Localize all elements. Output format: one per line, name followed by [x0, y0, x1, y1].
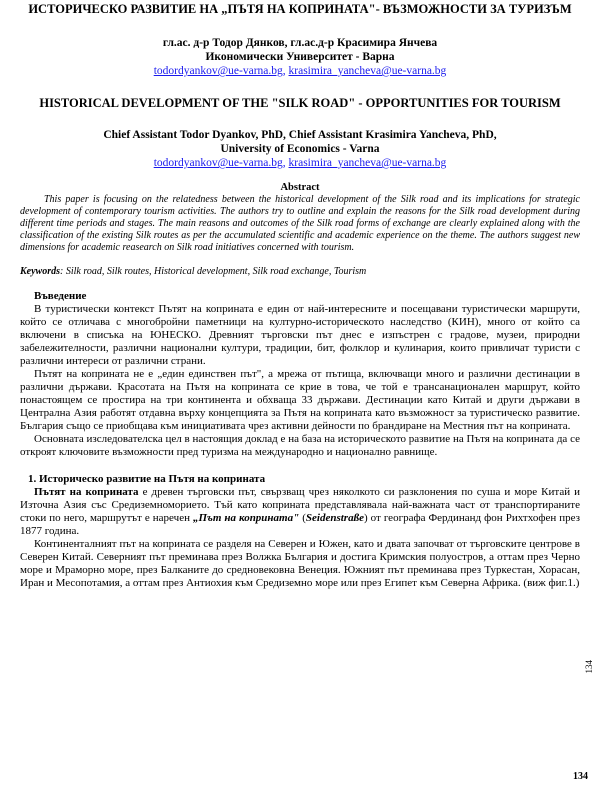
- authors-english: Chief Assistant Todor Dyankov, PhD, Chief Assistant Krasimira Yancheva, PhD,: [103, 129, 497, 141]
- chapter-1-paragraph-1-text-c: ) от географа Фердинанд фон Рихтхофен през 1877 година.: [20, 512, 580, 537]
- email-separator: ,: [282, 65, 289, 77]
- chapter-1-paragraph-1: [20, 486, 580, 538]
- keywords-text: Silk road, Silk routes, Historical development, Silk road exchange, Tourism: [65, 266, 367, 277]
- emails-bulgarian: [20, 64, 580, 78]
- keywords-separator: :: [60, 266, 66, 277]
- keywords: [20, 266, 580, 278]
- silk-road-term: Пътят на коприната: [34, 486, 139, 498]
- email-separator-en: ,: [282, 157, 289, 169]
- page-side-number: 134: [584, 660, 594, 674]
- affiliation-english: University of Economics - Varna: [220, 143, 380, 155]
- email-link-yancheva-en[interactable]: krasimira_yancheva@ue-varna.bg: [288, 157, 447, 169]
- intro-paragraph-2: Пътят на коприната не е „един единствен път", а мрежа от пътища, включващи много и различни дестинации в различни държави. Красотата на Пътя на коприната се крие в това, че той е трансанационален маршрут, който понастоящем се простира на три континента и обхваща 33 държави. Дестинации като Китай и други държави в Централна Азия работят отдавна върху концепцията за Пътя на коприната като възможност за туристическо развитие. България също се приобщава към инициативата чрез активни дейности по брандиране на Местния път на коприната.: [20, 368, 580, 432]
- chapter-1-paragraph-2: Континенталният път на коприната се разделя на Северен и Южен, като и двата започват от търговските центрове в Северен Китай. Северният път преминава през Волжка България и достига Кримския полуостров, а оттам през Черно море и Мраморно море, през Балканите до средновековна Венеция. Южният път преминава през Туркестан, Хорасан, Иран и Месопотамия, а оттам през Антиохия към Средиземно море или през Египет към Северна Африка. (виж фиг.1.): [20, 538, 580, 589]
- abstract-heading: Abstract: [280, 182, 320, 193]
- seidenstrasse-term: Seidenstraße: [305, 512, 364, 524]
- emails-english: [20, 156, 580, 170]
- email-link-dyankov[interactable]: todordyankov@ue-varna.bg: [153, 65, 283, 77]
- chapter-1-heading: 1. Историческо развитие на Пътя на коприната: [28, 473, 266, 485]
- title-bulgarian: ИСТОРИЧЕСКО РАЗВИТИЕ НА „ПЪТЯ НА КОПРИНАТА"- ВЪЗМОЖНОСТИ ЗА ТУРИЗЪМ: [28, 2, 572, 16]
- chapter-1-paragraph-1-text-b: (: [299, 512, 306, 524]
- title-english: HISTORICAL DEVELOPMENT OF THE "SILK ROAD" - OPPORTUNITIES FOR TOURISM: [39, 96, 561, 110]
- email-link-dyankov-en[interactable]: todordyankov@ue-varna.bg: [153, 157, 283, 169]
- authors-bulgarian: гл.ас. д-р Тодор Дянков, гл.ас.д-р Красимира Янчева: [162, 37, 438, 49]
- keywords-label: Keywords: [20, 266, 60, 277]
- intro-heading: Въведение: [34, 290, 87, 302]
- email-link-yancheva[interactable]: krasimira_yancheva@ue-varna.bg: [288, 65, 447, 77]
- paper-page: [20, 0, 580, 590]
- intro-paragraph-1: В туристически контекст Пътят на коприната е един от най-интересните и посещавани туристически маршрути, който се отличава с многобройни паметници на културно-историческото наследство (КИН), много от който са включени в списъка на ЮНЕСКО. Древният търговски път днес е изпъстрен с градове, музеи, природни забележителности, различни национални култури, традиции, бит, фолклор и кулинария, които привличат туристи с различни интереси от различни страни.: [20, 303, 580, 367]
- intro-paragraph-3: Основната изследователска цел в настоящия доклад е на база на историческото развитие на Пътя на коприната да се откроят ключовите възможности пред туризма на международно и национално равнище.: [20, 433, 580, 458]
- page-number: 134: [573, 771, 588, 782]
- affiliation-bulgarian: Икономически Университет - Варна: [205, 51, 395, 63]
- silk-road-term-quoted: „Път на коприната": [192, 512, 300, 524]
- abstract-text: This paper is focusing on the relatedness between the historical development of the Silk road and its implications for strategic development of contemporary tourism activities. The authors try to outline and explain the reasons for the Silk road development during different time periods and stages. The main reasons and outcomes of the Silk road forms of exchange are clearly explained along with the classification of the existing Silk routes as per the accumulated scientific and academic experience on the theme. The authors suggest new dimensions for academic reasearch on Silk road initiatives concerned with tourism.: [20, 194, 580, 253]
- chapter-1-paragraph-1-text-a: е древен търговски път, свързващ чрез няколкото си разклонения по суша и море Китай и Източна Азия със Средиземноморието. Тъй като коприната представлявала най-важната част от транспортираните стоки по него, маршрутът е наречен: [20, 486, 580, 524]
